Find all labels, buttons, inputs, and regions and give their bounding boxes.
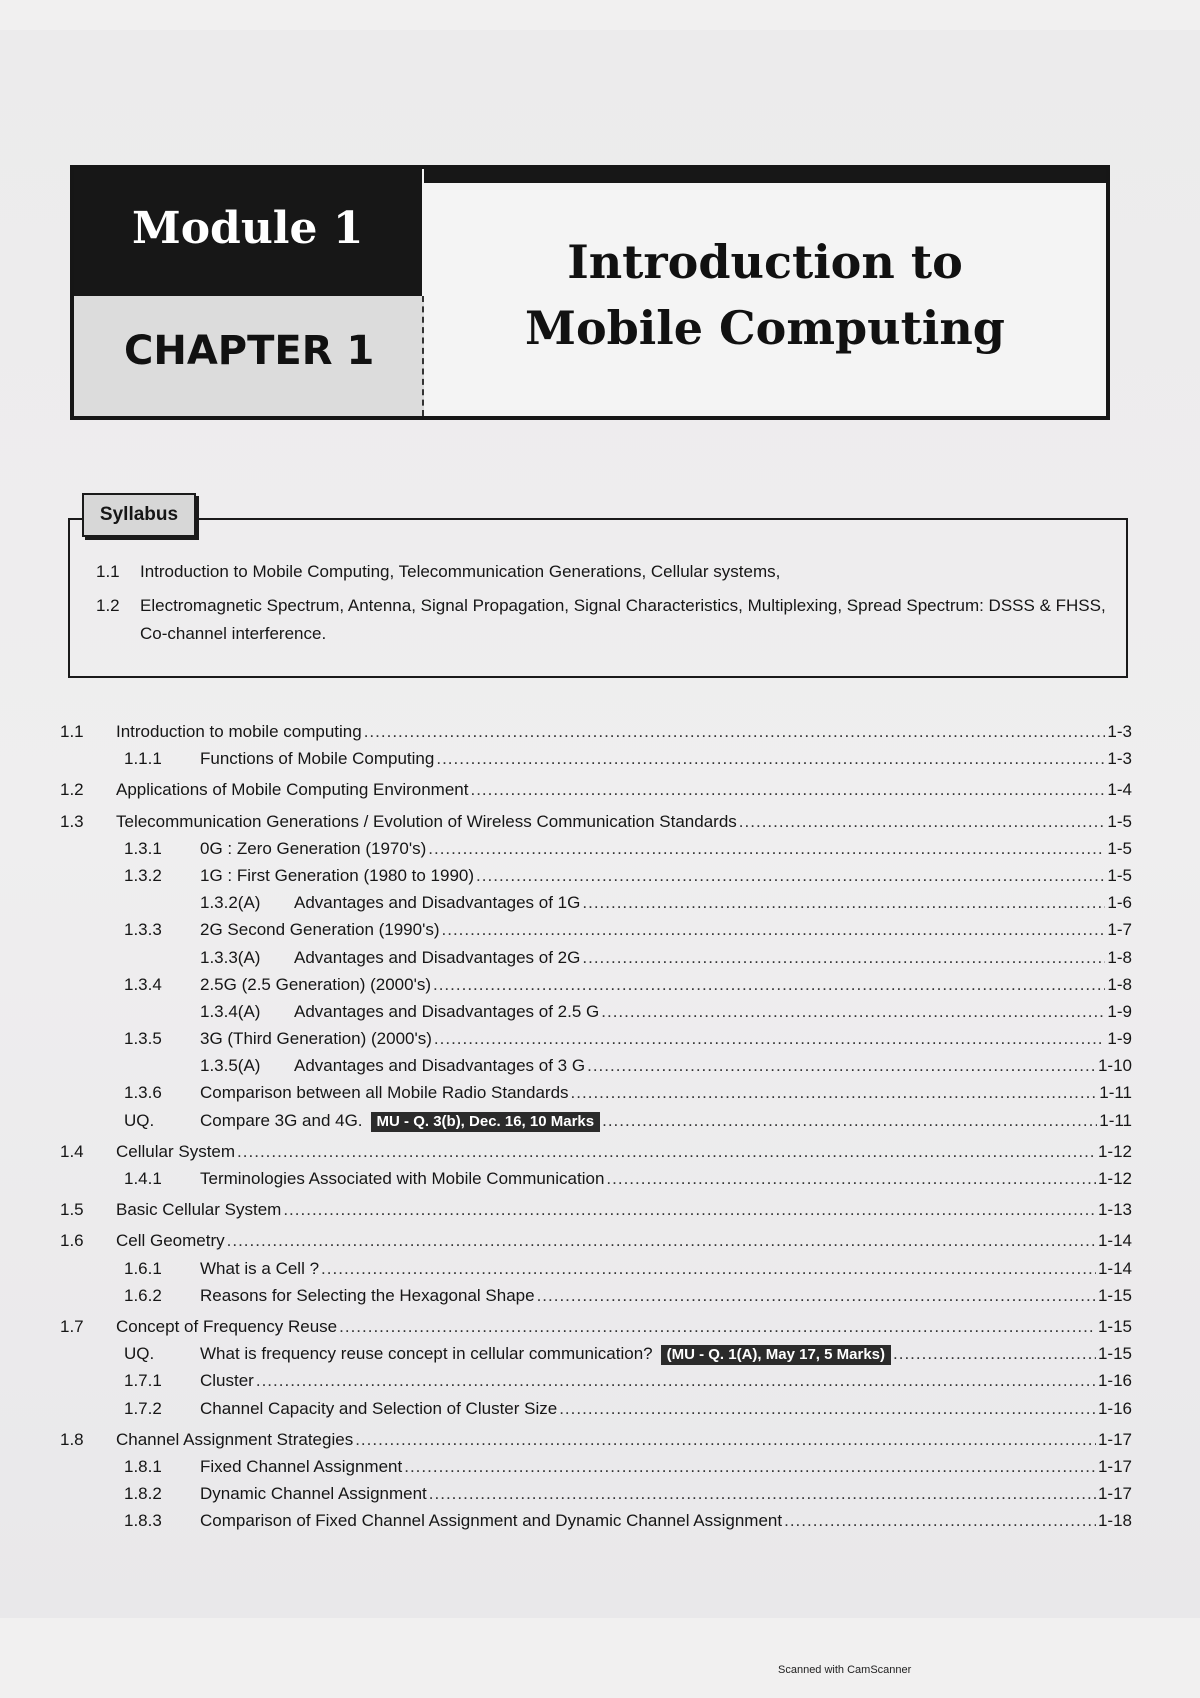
- toc-row[interactable]: [60, 808, 1132, 835]
- chapter-title: [424, 229, 1106, 361]
- exam-badge: MU - Q. 3(b), Dec. 16, 10 Marks: [371, 1112, 601, 1132]
- toc-row[interactable]: [60, 1340, 1132, 1367]
- toc-title-text: Advantages and Disadvantages of 2G: [294, 947, 581, 967]
- toc-leader-dots: [436, 745, 1105, 772]
- toc-number: UQ.: [124, 1344, 155, 1364]
- module-block: [74, 169, 422, 296]
- toc-leader-dots: [601, 998, 1105, 1025]
- toc-row[interactable]: [60, 1079, 1132, 1106]
- toc-title: [116, 1196, 281, 1223]
- toc-title: [200, 1453, 402, 1480]
- toc-row[interactable]: [60, 1453, 1132, 1480]
- toc-row[interactable]: [60, 1282, 1132, 1309]
- syllabus-item-number: 1.1: [96, 562, 120, 581]
- exam-badge: (MU - Q. 1(A), May 17, 5 Marks): [661, 1345, 891, 1365]
- toc-page-number: 1-12: [1097, 1141, 1132, 1161]
- toc-leader-dots: [283, 1196, 1096, 1223]
- toc-number: 1.8.1: [124, 1456, 162, 1476]
- toc-title-text: 1G : First Generation (1980 to 1990): [200, 865, 475, 885]
- toc-leader-dots: [587, 1052, 1096, 1079]
- toc-title: [200, 1025, 432, 1052]
- toc-row[interactable]: [60, 1196, 1132, 1223]
- toc-number: 1.3.2: [124, 865, 162, 885]
- toc-page-number: 1-13: [1097, 1200, 1132, 1220]
- chapter-title-line2: Mobile Computing: [525, 301, 1005, 355]
- toc-page-number: 1-5: [1107, 838, 1132, 858]
- toc-leader-dots: [256, 1367, 1096, 1394]
- toc-title: [200, 971, 431, 998]
- module-label: Module 1: [132, 203, 364, 254]
- toc-title: [116, 1138, 235, 1165]
- toc-title-text: 2.5G (2.5 Generation) (2000's): [200, 974, 431, 994]
- toc-title: [200, 1340, 891, 1367]
- toc-title-text: Channel Assignment Strategies: [116, 1429, 354, 1449]
- toc-title-text: 3G (Third Generation) (2000's): [200, 1029, 432, 1049]
- toc-leader-dots: [476, 862, 1105, 889]
- toc-row[interactable]: [60, 1138, 1132, 1165]
- toc-title: [294, 944, 580, 971]
- toc-row[interactable]: [60, 1025, 1132, 1052]
- toc-number: 1.1: [60, 722, 84, 741]
- toc-page-number: 1-11: [1099, 1083, 1132, 1103]
- toc-title: [294, 998, 599, 1025]
- banner-strip: [424, 169, 1106, 183]
- toc-page-number: 1-7: [1107, 920, 1132, 940]
- toc-row[interactable]: [60, 916, 1132, 943]
- toc-page-number: 1-8: [1107, 947, 1132, 967]
- syllabus-box: [68, 518, 1128, 678]
- toc-leader-dots: [537, 1282, 1096, 1309]
- toc-title: [200, 1255, 319, 1282]
- toc-title: [200, 1282, 535, 1309]
- toc-number: 1.8.3: [124, 1511, 162, 1531]
- toc-number: 1.3.5(A): [200, 1056, 261, 1076]
- toc-title: [200, 745, 434, 772]
- syllabus-item-text: Electromagnetic Spectrum, Antenna, Signal Propagation, Signal Characteristics, Multiplexing, Spread Spectrum: DSSS & FHSS, Co-channel interference.: [140, 596, 1106, 643]
- toc-leader-dots: [571, 1079, 1098, 1106]
- toc-page-number: 1-18: [1097, 1511, 1132, 1531]
- toc-title-text: Channel Capacity and Selection of Cluster Size: [200, 1398, 558, 1418]
- toc-page-number: 1-16: [1097, 1398, 1132, 1418]
- syllabus-label: Syllabus: [82, 493, 196, 537]
- toc-number: 1.3.3(A): [200, 947, 261, 967]
- toc-page-number: 1-15: [1097, 1285, 1132, 1305]
- toc-number: 1.7.2: [124, 1398, 162, 1418]
- toc-number: 1.7.1: [124, 1371, 162, 1391]
- toc-title: [116, 776, 468, 803]
- toc-row[interactable]: [60, 1507, 1132, 1534]
- toc-page-number: 1-17: [1097, 1429, 1132, 1449]
- toc-row[interactable]: [60, 1367, 1132, 1394]
- toc-row[interactable]: [60, 745, 1132, 772]
- toc-title-text: Reasons for Selecting the Hexagonal Shape: [200, 1285, 535, 1305]
- toc-page-number: 1-12: [1097, 1169, 1132, 1188]
- scanner-watermark: Scanned with CamScanner: [778, 1664, 912, 1676]
- table-of-contents: [60, 718, 1132, 1534]
- toc-title: [116, 1313, 337, 1340]
- toc-number: 1.4: [60, 1141, 84, 1161]
- chapter-label: CHAPTER 1: [124, 328, 375, 374]
- toc-page-number: 1-3: [1107, 749, 1132, 769]
- toc-page-number: 1-8: [1107, 974, 1132, 994]
- toc-leader-dots: [339, 1313, 1096, 1340]
- toc-number: 1.6: [60, 1231, 84, 1251]
- toc-page-number: 1-5: [1107, 865, 1132, 885]
- toc-row[interactable]: [60, 1227, 1132, 1254]
- toc-page-number: 1-14: [1097, 1258, 1132, 1278]
- toc-title: [116, 808, 737, 835]
- toc-row[interactable]: [60, 835, 1132, 862]
- toc-number: 1.1.1: [124, 749, 162, 769]
- toc-page-number: 1-3: [1107, 722, 1132, 741]
- toc-number: 1.3.1: [124, 838, 162, 858]
- toc-leader-dots: [582, 944, 1105, 971]
- toc-title: [294, 1052, 585, 1079]
- toc-page-number: 1-6: [1107, 893, 1132, 913]
- toc-number: 1.6.2: [124, 1285, 162, 1305]
- toc-row[interactable]: [60, 1255, 1132, 1282]
- toc-row[interactable]: [60, 944, 1132, 971]
- toc-leader-dots: [442, 916, 1106, 943]
- toc-title-text: Terminologies Associated with Mobile Communication: [200, 1169, 605, 1188]
- toc-leader-dots: [582, 889, 1105, 916]
- toc-row[interactable]: [60, 1480, 1132, 1507]
- toc-number: 1.3.3: [124, 920, 162, 940]
- toc-title-text: What is frequency reuse concept in cellular communication?: [200, 1344, 653, 1364]
- toc-title-text: Concept of Frequency Reuse: [116, 1316, 338, 1336]
- toc-row[interactable]: [60, 1165, 1132, 1192]
- toc-page-number: 1-9: [1107, 1001, 1132, 1021]
- toc-title-text: Introduction to mobile computing: [116, 722, 362, 741]
- toc-title-text: Dynamic Channel Assignment: [200, 1484, 427, 1504]
- chapter-block: [74, 296, 424, 416]
- toc-leader-dots: [428, 835, 1105, 862]
- toc-page-number: 1-5: [1107, 811, 1132, 831]
- toc-title: [200, 916, 440, 943]
- toc-title-text: Comparison of Fixed Channel Assignment and Dynamic Channel Assignment: [200, 1511, 783, 1531]
- toc-title: [200, 1079, 569, 1106]
- toc-row[interactable]: [60, 862, 1132, 889]
- toc-leader-dots: [739, 808, 1106, 835]
- toc-title-text: Advantages and Disadvantages of 1G: [294, 893, 581, 913]
- toc-title-text: Cell Geometry: [116, 1231, 225, 1251]
- toc-row[interactable]: [60, 776, 1132, 803]
- toc-leader-dots: [602, 1107, 1097, 1134]
- toc-leader-dots: [434, 1025, 1106, 1052]
- toc-title-text: Applications of Mobile Computing Environment: [116, 780, 469, 800]
- toc-page-number: 1-9: [1107, 1029, 1132, 1049]
- toc-title-text: What is a Cell ?: [200, 1258, 320, 1278]
- toc-number: 1.3.2(A): [200, 893, 261, 913]
- toc-leader-dots: [355, 1426, 1096, 1453]
- toc-leader-dots: [433, 971, 1105, 998]
- toc-number: 1.8.2: [124, 1484, 162, 1504]
- chapter-banner: [70, 165, 1110, 420]
- toc-leader-dots: [559, 1395, 1096, 1422]
- toc-title-text: 0G : Zero Generation (1970's): [200, 838, 427, 858]
- toc-title: [200, 1367, 254, 1394]
- toc-number: 1.4.1: [124, 1169, 162, 1188]
- toc-row[interactable]: [60, 998, 1132, 1025]
- toc-title-text: Cluster: [200, 1371, 254, 1391]
- toc-title-text: Comparison between all Mobile Radio Standards: [200, 1083, 569, 1103]
- toc-page-number: 1-17: [1097, 1484, 1132, 1504]
- toc-title: [200, 835, 426, 862]
- toc-number: 1.3.4(A): [200, 1001, 261, 1021]
- toc-title-text: Cellular System: [116, 1141, 236, 1161]
- toc-title: [200, 1165, 604, 1192]
- toc-page-number: 1-14: [1097, 1231, 1132, 1251]
- toc-row[interactable]: [60, 971, 1132, 998]
- toc-page-number: 1-17: [1097, 1456, 1132, 1476]
- toc-number: 1.3.4: [124, 974, 162, 994]
- toc-title: [116, 718, 362, 745]
- syllabus-item-text: Introduction to Mobile Computing, Telecommunication Generations, Cellular systems,: [140, 562, 781, 581]
- toc-row[interactable]: [60, 1426, 1132, 1453]
- toc-number: 1.6.1: [124, 1258, 162, 1278]
- toc-leader-dots: [404, 1453, 1096, 1480]
- toc-title: [200, 1480, 427, 1507]
- toc-leader-dots: [893, 1340, 1096, 1367]
- toc-title: [116, 1227, 225, 1254]
- toc-leader-dots: [784, 1507, 1096, 1534]
- toc-page-number: 1-11: [1099, 1110, 1132, 1130]
- toc-row[interactable]: [60, 1395, 1132, 1422]
- chapter-title-line1: Introduction to: [567, 235, 963, 289]
- toc-number: 1.3.5: [124, 1029, 162, 1049]
- toc-page-number: 1-15: [1097, 1316, 1132, 1336]
- toc-number: 1.3.6: [124, 1083, 162, 1103]
- toc-title: [200, 862, 474, 889]
- toc-page-number: 1-10: [1097, 1056, 1132, 1076]
- toc-title: [200, 1107, 600, 1134]
- toc-page-number: 1-4: [1107, 780, 1132, 800]
- toc-number: 1.2: [60, 780, 84, 800]
- toc-title-text: Telecommunication Generations / Evolution of Wireless Communication Standards: [116, 811, 737, 831]
- toc-title-text: Advantages and Disadvantages of 2.5 G: [294, 1001, 600, 1021]
- toc-title-text: Functions of Mobile Computing: [200, 749, 435, 769]
- toc-number: 1.3: [60, 811, 84, 831]
- syllabus-item-number: 1.2: [96, 596, 120, 615]
- toc-title-text: Advantages and Disadvantages of 3 G: [294, 1056, 586, 1076]
- toc-title: [200, 1507, 782, 1534]
- toc-leader-dots: [237, 1138, 1096, 1165]
- toc-row[interactable]: [60, 889, 1132, 916]
- toc-title: [294, 889, 580, 916]
- toc-title-text: Compare 3G and 4G.: [200, 1110, 363, 1130]
- toc-title-text: Basic Cellular System: [116, 1200, 282, 1220]
- toc-row[interactable]: [60, 1313, 1132, 1340]
- toc-title: [200, 1395, 557, 1422]
- toc-page-number: 1-15: [1097, 1344, 1132, 1364]
- toc-number: 1.8: [60, 1429, 84, 1449]
- toc-row[interactable]: [60, 718, 1132, 745]
- toc-leader-dots: [470, 776, 1105, 803]
- toc-leader-dots: [606, 1165, 1096, 1192]
- toc-page-number: 1-16: [1097, 1371, 1132, 1391]
- toc-number: 1.7: [60, 1316, 84, 1336]
- toc-number: 1.5: [60, 1200, 84, 1220]
- toc-title: [116, 1426, 353, 1453]
- toc-title-text: Fixed Channel Assignment: [200, 1456, 403, 1476]
- toc-row[interactable]: [60, 1107, 1132, 1134]
- toc-title-text: 2G Second Generation (1990's): [200, 920, 440, 940]
- toc-row[interactable]: [60, 1052, 1132, 1079]
- toc-number: UQ.: [124, 1110, 155, 1130]
- toc-leader-dots: [364, 718, 1106, 745]
- toc-leader-dots: [429, 1480, 1096, 1507]
- toc-leader-dots: [227, 1227, 1096, 1254]
- toc-leader-dots: [321, 1255, 1096, 1282]
